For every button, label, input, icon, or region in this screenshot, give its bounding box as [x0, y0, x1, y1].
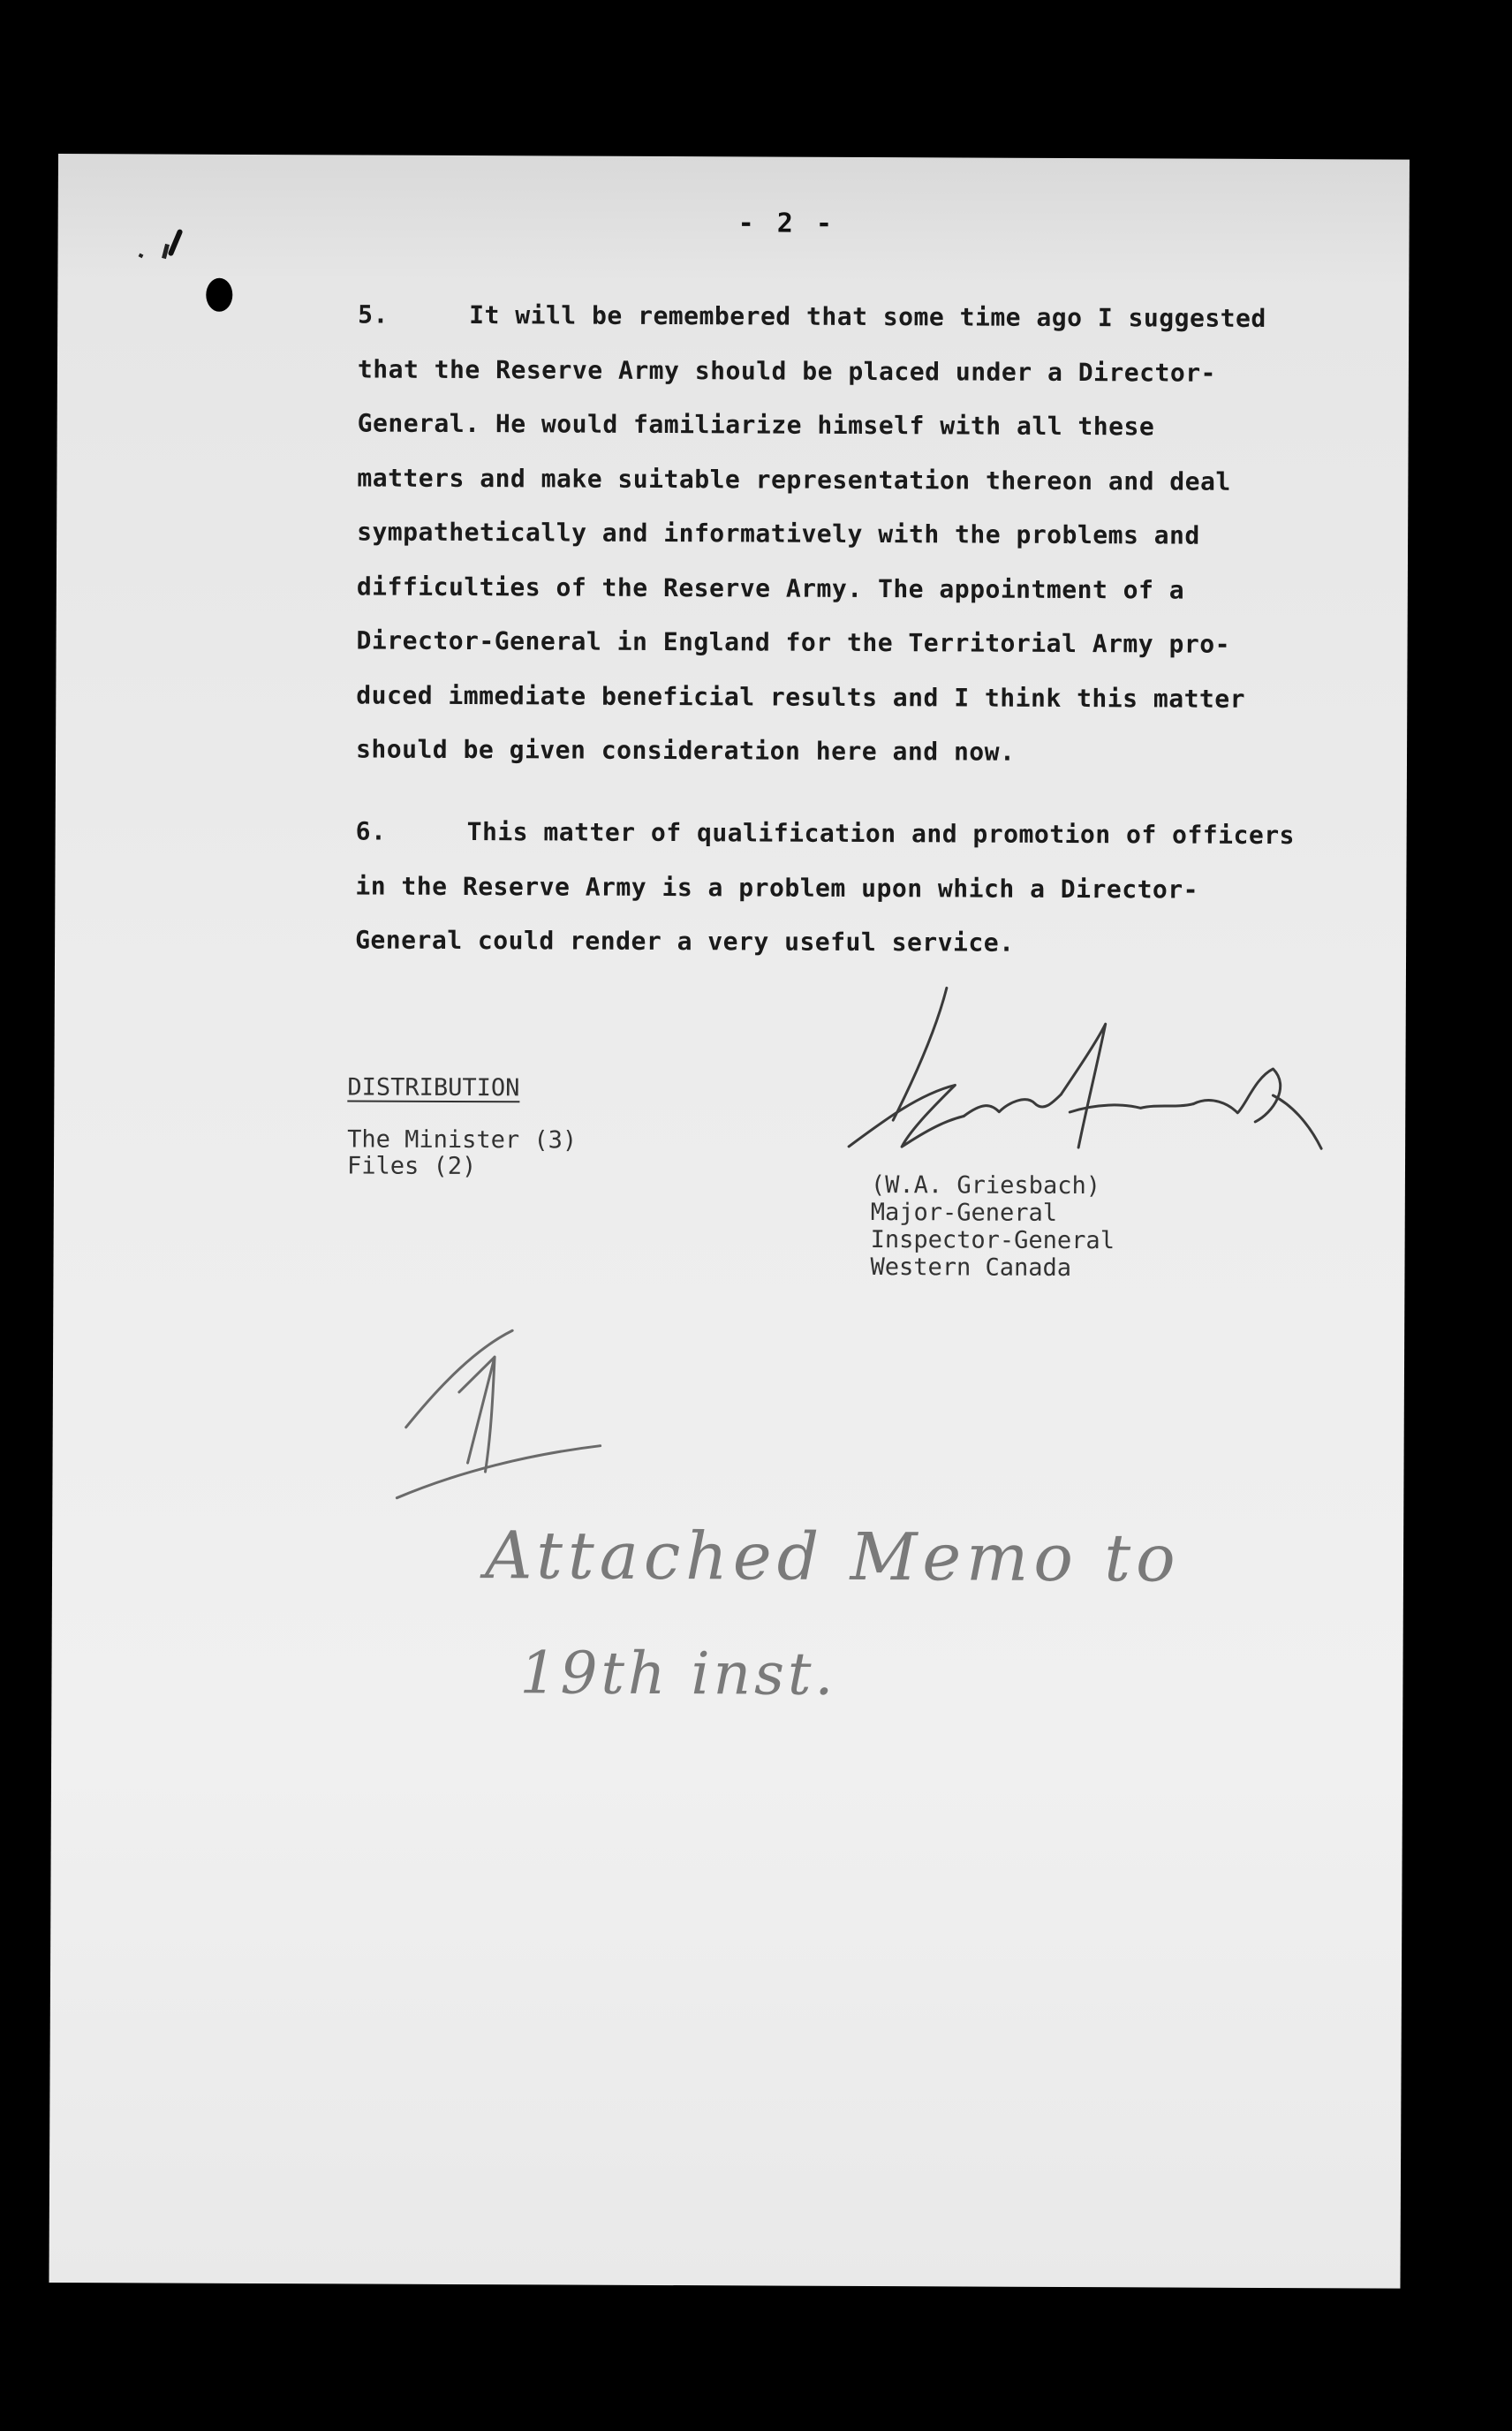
binding-hole-marks [137, 189, 208, 352]
distribution-list [347, 1126, 577, 1180]
distribution-item: Files (2) [346, 1152, 477, 1181]
distribution-item: The Minister (3) [347, 1125, 578, 1155]
signature-block [870, 1171, 1115, 1282]
paragraph-line: Director-General in England for the Territorial Army pro- [356, 625, 1231, 659]
paragraph-line: It will be remembered that some time ago I suggested [469, 300, 1266, 333]
paragraph-number: 6. [355, 816, 387, 846]
handwritten-note [387, 1322, 1236, 1749]
signatory-title: Inspector-General [870, 1226, 1115, 1255]
paragraph-line: General. He would familiarize himself with all these [357, 408, 1155, 442]
paragraph-line: duced immediate beneficial results and I think this matter [356, 679, 1246, 714]
paragraph-line: difficulties of the Reserve Army. The appointment of a [356, 571, 1185, 605]
paragraph-line: General could render a very useful service. [355, 925, 1015, 958]
signatory-rank: Major-General [870, 1199, 1058, 1227]
paragraph-number: 5. [358, 299, 389, 329]
punch-hole [206, 278, 232, 312]
signatory-name: (W.A. Griesbach) [870, 1171, 1101, 1200]
paragraph-line: in the Reserve Army is a problem upon which a Director- [355, 870, 1199, 905]
paragraph-6 [355, 804, 1372, 972]
paragraph-line: should be given consideration here and now. [355, 734, 1016, 767]
signatory-region: Western Canada [870, 1253, 1072, 1283]
paragraph-line: matters and make suitable representation thereon and deal [357, 462, 1231, 496]
document-page [49, 154, 1410, 2289]
page-number: - 2 - [737, 208, 836, 239]
handwritten-note-line: 19th inst. [519, 1639, 837, 1708]
paragraph-line: that the Reserve Army should be placed under a Director- [357, 353, 1217, 388]
handwritten-signature [813, 970, 1362, 1202]
paragraph-5 [356, 287, 1373, 781]
paragraph-line: This matter of qualification and promotion of officers [466, 817, 1296, 851]
distribution-heading: DISTRIBUTION [347, 1073, 520, 1102]
paragraph-line: sympathetically and informatively with the problems and [357, 517, 1200, 550]
handwritten-note-line: Attached Memo to [484, 1518, 1181, 1597]
